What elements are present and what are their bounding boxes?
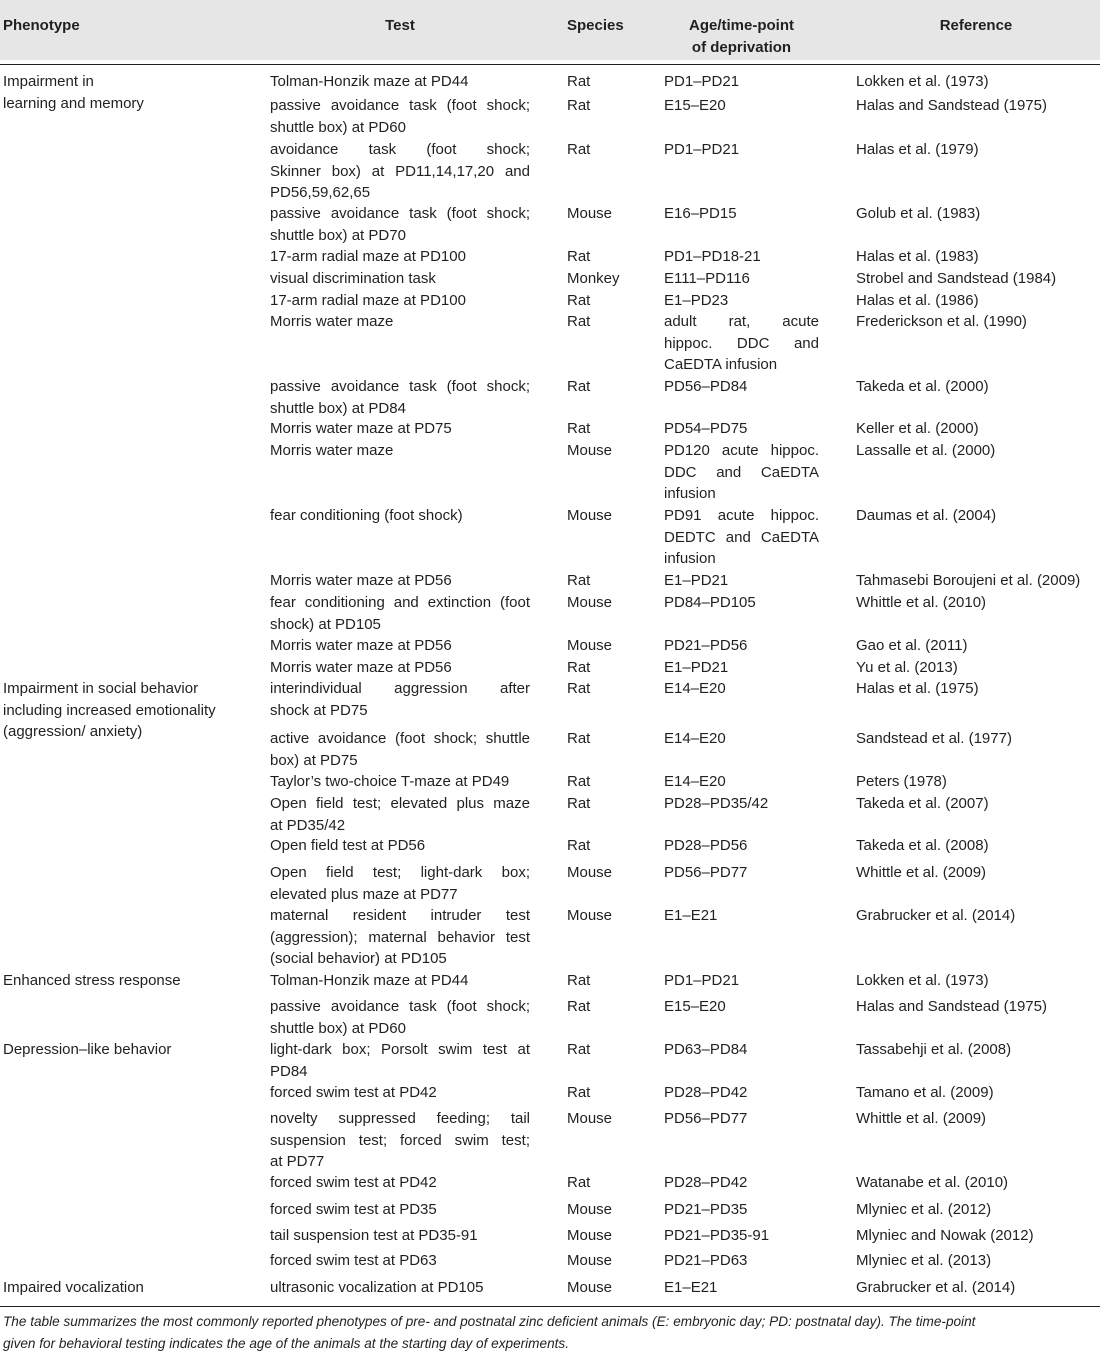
age-cell	[664, 1225, 819, 1247]
reference-cell: Mlyniec et al. (2012)	[856, 1201, 992, 1218]
age-cell	[664, 771, 819, 793]
test-cell	[270, 635, 530, 657]
test-line: forced swim test at PD42	[270, 1084, 437, 1101]
test-line: forced swim test at PD42	[270, 1174, 437, 1191]
species-cell: Monkey	[567, 270, 620, 287]
species-cell: Mouse	[567, 864, 613, 881]
age-cell	[664, 1277, 819, 1299]
species-cell: Rat	[567, 97, 591, 114]
test-line: passive avoidance task (foot shock;	[270, 205, 530, 222]
test-cell	[270, 376, 530, 419]
age-line: CaEDTA infusion	[664, 356, 778, 373]
test-line: Skinner box) at PD11,14,17,20 and	[270, 162, 530, 180]
reference-cell: Takeda et al. (2007)	[856, 795, 989, 812]
test-line: PD56,59,62,65	[270, 184, 371, 201]
age-line: DEDTC and CaEDTA	[664, 528, 819, 546]
test-cell	[270, 268, 530, 290]
age-cell	[664, 71, 819, 93]
species-cell: Mouse	[567, 205, 613, 222]
age-cell	[664, 311, 819, 376]
test-line: Morris water maze at PD56	[270, 659, 452, 676]
age-cell	[664, 1250, 819, 1272]
species-cell: Rat	[567, 730, 591, 747]
age-line: PD56–PD77	[664, 1110, 748, 1127]
test-cell	[270, 1199, 530, 1221]
phenotype-line: Depression–like behavior	[3, 1041, 172, 1058]
reference-cell: Lokken et al. (1973)	[856, 972, 989, 989]
reference-cell: Strobel and Sandstead (1984)	[856, 270, 1057, 287]
species-cell: Mouse	[567, 1201, 613, 1218]
species-cell: Mouse	[567, 1252, 613, 1269]
test-cell	[270, 1250, 530, 1272]
test-cell	[270, 418, 530, 440]
reference-cell: Whittle et al. (2010)	[856, 594, 987, 611]
age-cell	[664, 793, 819, 815]
test-line: shuttle box) at PD84	[270, 399, 406, 417]
age-line: E16–PD15	[664, 205, 737, 222]
age-cell	[664, 95, 819, 117]
age-cell	[664, 246, 819, 268]
test-line: (social behavior) at PD105	[270, 950, 447, 967]
test-cell	[270, 95, 530, 138]
reference-cell: Yu et al. (2013)	[856, 659, 958, 676]
reference-cell: Peters (1978)	[856, 773, 947, 790]
reference-cell: Lassalle et al. (2000)	[856, 442, 996, 459]
age-line: E15–E20	[664, 998, 726, 1015]
test-line: interindividual aggression after	[270, 680, 530, 697]
age-line: PD1–PD21	[664, 141, 740, 158]
reference-cell: Grabrucker et al. (2014)	[856, 907, 1016, 924]
test-cell	[270, 1172, 530, 1194]
test-cell	[270, 793, 530, 836]
age-cell	[664, 835, 819, 857]
test-cell	[270, 1108, 530, 1173]
header-test: Test	[385, 17, 415, 34]
phenotype-cell	[3, 678, 258, 743]
header-rule	[0, 64, 1100, 65]
age-line: PD21–PD56	[664, 637, 748, 654]
test-cell	[270, 835, 530, 857]
test-line: light-dark box; Porsolt swim test at	[270, 1041, 530, 1058]
reference-cell: Daumas et al. (2004)	[856, 507, 997, 524]
age-line: PD120 acute hippoc.	[664, 442, 819, 459]
reference-cell: Whittle et al. (2009)	[856, 1110, 987, 1127]
age-cell	[664, 635, 819, 657]
test-line: ultrasonic vocalization at PD105	[270, 1279, 484, 1296]
age-line: E1–PD23	[664, 292, 729, 309]
test-line: forced swim test at PD35	[270, 1201, 437, 1218]
age-cell	[664, 996, 819, 1018]
test-cell	[270, 139, 530, 204]
test-cell	[270, 1277, 530, 1299]
reference-cell: Frederickson et al. (1990)	[856, 313, 1027, 330]
reference-cell: Takeda et al. (2008)	[856, 837, 989, 854]
reference-cell: Takeda et al. (2000)	[856, 378, 989, 395]
species-cell: Rat	[567, 141, 591, 158]
age-line: DDC and CaEDTA	[664, 463, 819, 481]
age-line: E14–E20	[664, 730, 726, 747]
test-cell	[270, 71, 530, 93]
age-cell	[664, 728, 819, 750]
test-line: passive avoidance task (foot shock;	[270, 378, 530, 395]
species-cell: Rat	[567, 998, 591, 1015]
reference-cell: Halas et al. (1983)	[856, 248, 979, 265]
age-line: PD28–PD56	[664, 837, 748, 854]
header-reference: Reference	[939, 17, 1013, 34]
species-cell: Rat	[567, 659, 591, 676]
test-line: Morris water maze at PD56	[270, 637, 452, 654]
species-cell: Rat	[567, 837, 591, 854]
header-age-line: Age/time-point	[689, 17, 794, 34]
test-cell	[270, 1082, 530, 1104]
age-cell	[664, 203, 819, 225]
species-cell: Rat	[567, 292, 591, 309]
test-line: box) at PD75	[270, 751, 358, 769]
test-line: at PD77	[270, 1153, 325, 1170]
reference-cell: Whittle et al. (2009)	[856, 864, 987, 881]
test-cell	[270, 592, 530, 635]
test-cell	[270, 203, 530, 246]
age-cell	[664, 440, 819, 505]
table-bottom-rule	[0, 1306, 1100, 1307]
caption-line: given for behavioral testing indicates the age of the animals at the starting day of experiments.	[3, 1335, 569, 1351]
test-cell	[270, 862, 530, 905]
age-line: PD63–PD84	[664, 1041, 748, 1058]
test-line: (aggression); maternal behavior test	[270, 928, 530, 946]
reference-cell: Halas et al. (1975)	[856, 680, 979, 697]
table-caption	[3, 1311, 1097, 1354]
test-line: shuttle box) at PD60	[270, 118, 406, 136]
test-cell	[270, 657, 530, 679]
test-line: 17-arm radial maze at PD100	[270, 292, 466, 309]
species-cell: Mouse	[567, 637, 613, 654]
age-line: E1–PD21	[664, 659, 729, 676]
age-cell	[664, 862, 819, 884]
reference-cell: Halas et al. (1979)	[856, 141, 979, 158]
test-cell	[270, 440, 530, 462]
age-line: PD1–PD21	[664, 73, 740, 90]
test-cell	[270, 996, 530, 1039]
test-line: Tolman-Honzik maze at PD44	[270, 972, 469, 989]
test-cell	[270, 1225, 530, 1247]
test-cell	[270, 246, 530, 268]
phenotype-line: learning and memory	[3, 94, 144, 112]
age-cell	[664, 678, 819, 700]
phenotype-line: Impairment in	[3, 73, 94, 90]
phenotype-cell	[3, 1039, 258, 1061]
reference-cell: Mlyniec and Nowak (2012)	[856, 1227, 1034, 1244]
species-cell: Mouse	[567, 442, 613, 459]
test-cell	[270, 970, 530, 992]
test-line: 17-arm radial maze at PD100	[270, 248, 466, 265]
age-line: E111–PD116	[664, 270, 750, 287]
species-cell: Mouse	[567, 1227, 613, 1244]
test-line: passive avoidance task (foot shock;	[270, 97, 530, 114]
reference-cell: Sandstead et al. (1977)	[856, 730, 1012, 747]
age-cell	[664, 970, 819, 992]
reference-cell: Tamano et al. (2009)	[856, 1084, 994, 1101]
species-cell: Rat	[567, 313, 591, 330]
age-line: PD28–PD42	[664, 1084, 748, 1101]
age-line: PD1–PD18-21	[664, 248, 761, 265]
phenotype-line: (aggression/ anxiety)	[3, 723, 143, 740]
test-line: at PD35/42	[270, 816, 346, 834]
test-line: PD84	[270, 1062, 308, 1080]
reference-cell: Tahmasebi Boroujeni et al. (2009)	[856, 572, 1081, 589]
test-line: Open field test; elevated plus maze	[270, 795, 530, 812]
test-cell	[270, 311, 530, 333]
reference-cell: Gao et al. (2011)	[856, 637, 968, 654]
age-line: E15–E20	[664, 97, 726, 114]
age-line: PD21–PD35	[664, 1201, 748, 1218]
test-line: passive avoidance task (foot shock;	[270, 998, 530, 1015]
age-line: PD28–PD42	[664, 1174, 748, 1191]
test-line: avoidance task (foot shock;	[270, 141, 530, 158]
test-cell	[270, 1039, 530, 1082]
species-cell: Rat	[567, 972, 591, 989]
test-line: visual discrimination task	[270, 270, 436, 287]
test-line: Taylor’s two-choice T-maze at PD49	[270, 773, 510, 790]
age-cell	[664, 1082, 819, 1104]
age-line: E14–E20	[664, 680, 726, 697]
species-cell: Mouse	[567, 507, 613, 524]
test-cell	[270, 505, 530, 527]
test-line: shock at PD75	[270, 701, 368, 719]
phenotype-line: Enhanced stress response	[3, 972, 181, 989]
test-line: Morris water maze	[270, 313, 394, 330]
age-cell	[664, 1108, 819, 1130]
reference-cell: Halas and Sandstead (1975)	[856, 998, 1047, 1015]
test-line: forced swim test at PD63	[270, 1252, 437, 1269]
test-cell	[270, 728, 530, 771]
test-line: fear conditioning and extinction (foot	[270, 594, 530, 611]
age-cell	[664, 376, 819, 398]
species-cell: Rat	[567, 248, 591, 265]
test-line: Open field test; light-dark box;	[270, 864, 530, 881]
age-line: PD1–PD21	[664, 972, 740, 989]
age-line: hippoc. DDC and	[664, 334, 819, 352]
test-line: Open field test at PD56	[270, 837, 426, 854]
test-line: tail suspension test at PD35-91	[270, 1227, 478, 1244]
phenotype-cell	[3, 71, 258, 114]
phenotype-line: including increased emotionality	[3, 701, 216, 719]
age-line: PD56–PD84	[664, 378, 748, 395]
age-line: PD54–PD75	[664, 420, 748, 437]
test-line: novelty suppressed feeding; tail	[270, 1110, 530, 1127]
header-phenotype: Phenotype	[3, 17, 80, 34]
age-line: PD91 acute hippoc.	[664, 507, 819, 524]
header-species: Species	[567, 17, 624, 34]
reference-cell: Halas et al. (1986)	[856, 292, 979, 309]
test-cell	[270, 678, 530, 721]
reference-cell: Halas and Sandstead (1975)	[856, 97, 1047, 114]
test-line: suspension test; forced swim test;	[270, 1131, 530, 1149]
species-cell: Rat	[567, 680, 591, 697]
species-cell: Rat	[567, 795, 591, 812]
caption-line: The table summarizes the most commonly reported phenotypes of pre- and postnatal zinc deficient animals (E: embryonic day; PD: postnatal day). The time-point	[3, 1314, 976, 1329]
reference-cell: Lokken et al. (1973)	[856, 73, 989, 90]
test-line: Tolman-Honzik maze at PD44	[270, 73, 469, 90]
phenotype-line: Impairment in social behavior	[3, 680, 199, 697]
age-cell	[664, 268, 819, 290]
reference-cell: Mlyniec et al. (2013)	[856, 1252, 992, 1269]
age-line: E14–E20	[664, 773, 726, 790]
test-cell	[270, 905, 530, 970]
age-cell	[664, 1172, 819, 1194]
age-line: E1–PD21	[664, 572, 729, 589]
age-cell	[664, 1199, 819, 1221]
age-line: E1–E21	[664, 907, 718, 924]
age-cell	[664, 505, 819, 570]
reference-cell: Grabrucker et al. (2014)	[856, 1279, 1016, 1296]
age-line: PD21–PD63	[664, 1252, 748, 1269]
species-cell: Mouse	[567, 907, 613, 924]
species-cell: Rat	[567, 1041, 591, 1058]
test-line: fear conditioning (foot shock)	[270, 507, 463, 524]
species-cell: Rat	[567, 1174, 591, 1191]
species-cell: Rat	[567, 773, 591, 790]
age-line: E1–E21	[664, 1279, 718, 1296]
age-cell	[664, 418, 819, 440]
header-age-line: of deprivation	[691, 38, 792, 56]
reference-cell: Tassabehji et al. (2008)	[856, 1041, 1012, 1058]
species-cell: Rat	[567, 378, 591, 395]
phenotype-cell	[3, 970, 258, 992]
age-cell	[664, 905, 819, 927]
test-line: Morris water maze at PD75	[270, 420, 452, 437]
age-line: adult rat, acute	[664, 313, 819, 330]
test-line: maternal resident intruder test	[270, 907, 530, 924]
age-cell	[664, 139, 819, 161]
reference-cell: Watanabe et al. (2010)	[856, 1174, 1009, 1191]
test-cell	[270, 570, 530, 592]
reference-cell: Golub et al. (1983)	[856, 205, 981, 222]
age-cell	[664, 592, 819, 614]
age-line: infusion	[664, 485, 716, 502]
species-cell: Mouse	[567, 1279, 613, 1296]
test-line: shuttle box) at PD60	[270, 1019, 406, 1037]
species-cell: Rat	[567, 572, 591, 589]
test-line: Morris water maze	[270, 442, 394, 459]
age-line: infusion	[664, 550, 716, 567]
age-line: PD56–PD77	[664, 864, 748, 881]
species-cell: Mouse	[567, 1110, 613, 1127]
test-line: elevated plus maze at PD77	[270, 885, 458, 903]
test-line: Morris water maze at PD56	[270, 572, 452, 589]
age-line: PD84–PD105	[664, 594, 756, 611]
age-cell	[664, 290, 819, 312]
age-line: PD21–PD35-91	[664, 1227, 770, 1244]
test-line: shuttle box) at PD70	[270, 226, 406, 244]
test-cell	[270, 290, 530, 312]
reference-cell: Keller et al. (2000)	[856, 420, 979, 437]
phenotype-line: Impaired vocalization	[3, 1279, 144, 1296]
species-cell: Rat	[567, 1084, 591, 1101]
age-cell	[664, 1039, 819, 1061]
species-cell: Mouse	[567, 594, 613, 611]
age-cell	[664, 570, 819, 592]
age-line: PD28–PD35/42	[664, 795, 769, 812]
age-cell	[664, 657, 819, 679]
test-cell	[270, 771, 530, 793]
test-line: active avoidance (foot shock; shuttle	[270, 730, 530, 747]
header-age	[664, 15, 819, 58]
phenotype-cell	[3, 1277, 258, 1299]
species-cell: Rat	[567, 73, 591, 90]
species-cell: Rat	[567, 420, 591, 437]
test-line: shock) at PD105	[270, 615, 381, 633]
